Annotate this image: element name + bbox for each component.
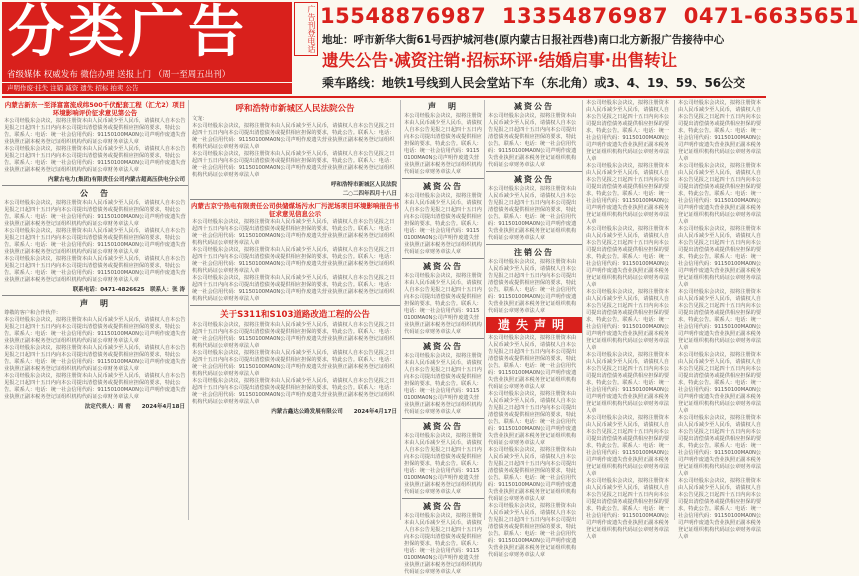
column-1 bbox=[2, 100, 189, 520]
notice-body: 本公司经股东会决议，拟将注册资本由人民币减少至人民币，请债权人自本公告见报之日起四十五日内向本公司提出清偿债务或提供相应担保的要求，特此公告。联系人：电话：统一社会信用代码：91150100MA0N公司声明作废遗失营业执照正副本税务登记证组织机构代码证公章财务章法人章 bbox=[4, 118, 186, 145]
hotline-label: 广告刊登电话 bbox=[294, 2, 318, 56]
notice-title: 呼和浩特市新城区人民法院公告 bbox=[235, 104, 355, 114]
court-notice bbox=[190, 102, 400, 197]
lost-item-list: 本公司经股东会决议，拟将注册资本由人民币减少至人民币，请债权人自本公告见报之日起四十五日内向本公司提出清偿债务或提供相应担保的要求，特此公告。联系人：电话：统一社会信用代码：91150100MA0N公司声明作废遗失营业执照正副本税务登记证组织机构代码证公章财务章法人章 bbox=[488, 447, 577, 502]
divider bbox=[402, 178, 484, 179]
notice-body: 本公司经股东会决议，拟将注册资本由人民币减少至人民币，请债权人自本公告见报之日起四十五日内向本公司提出清偿债务或提供相应担保的要求，特此公告。联系人：电话：统一社会信用代码：91150100MA0N公司声明作废遗失营业执照正副本税务登记证组织机构代码证公章财务章法人章 bbox=[404, 353, 482, 415]
column-4 bbox=[486, 100, 583, 558]
notice-environment bbox=[2, 101, 188, 183]
notice-body: 本公司经股东会决议，拟将注册资本由人民币减少至人民币，请债权人自本公告见报之日起四十五日内向本公司提出清偿债务或提供相应担保的要求，特此公告。联系人：电话：统一社会信用代码：91150100MA0N公司声明作废遗失营业执照正副本税务登记证组织机构代码证公章财务章法人章 bbox=[4, 200, 186, 227]
header-rule bbox=[2, 96, 766, 98]
divider bbox=[402, 258, 484, 259]
notice-block bbox=[486, 174, 582, 242]
services-list: 遗失公告·减资注销·招标环评·结婚启事·出售转让 bbox=[322, 51, 678, 70]
lost-item-list: 本公司经股东会决议，拟将注册资本由人民币减少至人民币，请债权人自本公告见报之日起四十五日内向本公司提出清偿债务或提供相应担保的要求，特此公告。联系人：电话：统一社会信用代码：91150100MA0N公司声明作废遗失营业执照正副本税务登记证组织机构代码证公章财务章法人章 bbox=[678, 226, 762, 288]
masthead bbox=[0, 0, 859, 96]
notice-block bbox=[402, 501, 484, 576]
notice-signature: 内蒙古鑫达公路发展有限公司 2024年4月17日 bbox=[271, 409, 397, 415]
notice-title: 减资公告 bbox=[423, 422, 463, 431]
lost-item-list: 本公司经股东会决议，拟将注册资本由人民币减少至人民币，请债权人自本公告见报之日起四十五日内向本公司提出清偿债务或提供相应担保的要求，特此公告。联系人：电话：统一社会信用代码：91150100MA0N公司声明作废遗失营业执照正副本税务登记证组织机构代码证公章财务章法人章 bbox=[586, 352, 670, 414]
notice-body: 本公司经股东会决议，拟将注册资本由人民币减少至人民币，请债权人自本公告见报之日起四十五日内向本公司提出清偿债务或提供相应担保的要求，特此公告。联系人：电话：统一社会信用代码：91150100MA0N公司声明作废遗失营业执照正副本税务登记证组织机构代码证公章财务章法人章 bbox=[192, 350, 395, 377]
phone-numbers bbox=[320, 2, 859, 30]
divider bbox=[486, 244, 582, 245]
lost-statement-banner: 遗失声明 bbox=[486, 317, 582, 333]
notice-statement bbox=[2, 298, 188, 410]
notice-body: 本公司经股东会决议，拟将注册资本由人民币减少至人民币，请债权人自本公告见报之日起四十五日内向本公司提出清偿债务或提供相应担保的要求，特此公告。联系人：电话：统一社会信用代码：91150100MA0N公司声明作废遗失营业执照正副本税务登记证组织机构代码证公章财务章法人章 bbox=[4, 146, 186, 173]
divider bbox=[486, 171, 582, 172]
lost-item-list: 本公司经股东会决议，拟将注册资本由人民币减少至人民币，请债权人自本公告见报之日起四十五日内向本公司提出清偿债务或提供相应担保的要求，特此公告。联系人：电话：统一社会信用代码：91150100MA0N公司声明作废遗失营业执照正副本税务登记证组织机构代码证公章财务章法人章 bbox=[586, 289, 670, 351]
masthead-slogan: 省级媒体 权威发布 微信办理 送报上门 （周一至周五出刊） bbox=[2, 69, 292, 82]
notice-block bbox=[402, 421, 484, 496]
divider bbox=[402, 418, 484, 419]
divider bbox=[402, 338, 484, 339]
notice-signature: 法定代表人：周 密 2024年4月18日 bbox=[84, 404, 185, 410]
notice-title: 减资公告 bbox=[514, 175, 554, 184]
notice-body: 本公司经股东会决议，拟将注册资本由人民币减少至人民币，请债权人自本公告见报之日起四十五日内向本公司提出清偿债务或提供相应担保的要求，特此公告。联系人：电话：统一社会信用代码：91150100MA0N公司声明作废遗失营业执照正副本税务登记证组织机构代码证公章财务章法人章 bbox=[4, 317, 186, 344]
column-3 bbox=[402, 100, 485, 575]
notice-body: 本公司经股东会决议，拟将注册资本由人民币减少至人民币，请债权人自本公告见报之日起四十五日内向本公司提出清偿债务或提供相应担保的要求，特此公告。联系人：电话：统一社会信用代码：91150100MA0N公司声明作废遗失营业执照正副本税务登记证组织机构代码证公章财务章法人章 bbox=[192, 378, 395, 405]
lost-item-list: 本公司经股东会决议，拟将注册资本由人民币减少至人民币，请债权人自本公告见报之日起四十五日内向本公司提出清偿债务或提供相应担保的要求，特此公告。联系人：电话：统一社会信用代码：91150100MA0N公司声明作废遗失营业执照正副本税务登记证组织机构代码证公章财务章法人章 bbox=[586, 415, 670, 477]
notice-contact: 联系电话：0471-4826625 联系人：张 涛 bbox=[72, 287, 185, 293]
notice-body: 本公司经股东会决议，拟将注册资本由人民币减少至人民币，请债权人自本公告见报之日起四十五日内向本公司提出清偿债务或提供相应担保的要求，特此公告。联系人：电话：统一社会信用代码：91150100MA0N公司声明作废遗失营业执照正副本税务登记证组织机构代码证公章财务章法人章 bbox=[404, 513, 482, 575]
lost-item-list: 本公司经股东会决议，拟将注册资本由人民币减少至人民币，请债权人自本公告见报之日起四十五日内向本公司提出清偿债务或提供相应担保的要求，特此公告。联系人：电话：统一社会信用代码：91150100MA0N公司声明作废遗失营业执照正副本税务登记证组织机构代码证公章财务章法人章 bbox=[488, 503, 577, 558]
notice-heading: 内蒙古新东一至泽富富流成纬500千伏配套工程（汇尤2）项目环境影响评价征求意见第公告 bbox=[4, 101, 186, 117]
notice-heading: 内蒙古京宁热电有限责任公司供储煤场污水厂污泥场项目环境影响报告书征求意见信息公示 bbox=[191, 202, 399, 218]
lost-item-list: 本公司经股东会决议，拟将注册资本由人民币减少至人民币，请债权人自本公告见报之日起四十五日内向本公司提出清偿债务或提供相应担保的要求，特此公告。联系人：电话：统一社会信用代码：91150100MA0N公司声明作废遗失营业执照正副本税务登记证组织机构代码证公章财务章法人章 bbox=[586, 163, 670, 225]
notice-body: 本公司经股东会决议，拟将注册资本由人民币减少至人民币，请债权人自本公告见报之日起四十五日内向本公司提出清偿债务或提供相应担保的要求，特此公告。联系人：电话：统一社会信用代码：91150100MA0N公司声明作废遗失营业执照正副本税务登记证组织机构代码证公章财务章法人章 bbox=[488, 259, 577, 314]
notice-body: 本公司经股东会决议，拟将注册资本由人民币减少至人民币，请债权人自本公告见报之日起四十五日内向本公司提出清偿债务或提供相应担保的要求，特此公告。联系人：电话：统一社会信用代码：91150100MA0N公司声明作废遗失营业执照正副本税务登记证组织机构代码证公章财务章法人章 bbox=[4, 373, 186, 400]
lost-item-list: 本公司经股东会决议，拟将注册资本由人民币减少至人民币，请债权人自本公告见报之日起四十五日内向本公司提出清偿债务或提供相应担保的要求，特此公告。联系人：电话：统一社会信用代码：91150100MA0N公司声明作废遗失营业执照正副本税务登记证组织机构代码证公章财务章法人章 bbox=[586, 100, 670, 162]
notice-title: 减资公告 bbox=[423, 182, 463, 191]
notice-body: 本公司经股东会决议，拟将注册资本由人民币减少至人民币，请债权人自本公告见报之日起四十五日内向本公司提出清偿债务或提供相应担保的要求，特此公告。联系人：电话：统一社会信用代码：91150100MA0N公司声明作废遗失营业执照正副本税务登记证组织机构代码证公章财务章法人章 bbox=[192, 322, 395, 349]
notice-title: 减资公告 bbox=[514, 102, 554, 111]
notice-body: 本公司经股东会决议，拟将注册资本由人民币减少至人民币，请债权人自本公告见报之日起四十五日内向本公司提出清偿债务或提供相应担保的要求，特此公告。联系人：电话：统一社会信用代码：91150100MA0N公司声明作废遗失营业执照正副本税务登记证组织机构代码证公章财务章法人章 bbox=[4, 345, 186, 372]
lost-item-list: 本公司经股东会决议，拟将注册资本由人民币减少至人民币，请债权人自本公告见报之日起四十五日内向本公司提出清偿债务或提供相应担保的要求，特此公告。联系人：电话：统一社会信用代码：91150100MA0N公司声明作废遗失营业执照正副本税务登记证组织机构代码证公章财务章法人章 bbox=[586, 478, 670, 540]
notice-body: 本公司经股东会决议，拟将注册资本由人民币减少至人民币，请债权人自本公告见报之日起四十五日内向本公司提出清偿债务或提供相应担保的要求，特此公告。联系人：电话：统一社会信用代码：91150100MA0N公司声明作废遗失营业执照正副本税务登记证组织机构代码证公章财务章法人章 bbox=[404, 433, 482, 495]
lost-item-list: 本公司经股东会决议，拟将注册资本由人民币减少至人民币，请债权人自本公告见报之日起四十五日内向本公司提出清偿债务或提供相应担保的要求，特此公告。联系人：电话：统一社会信用代码：91150100MA0N公司声明作废遗失营业执照正副本税务登记证组织机构代码证公章财务章法人章 bbox=[678, 415, 762, 477]
lost-item-list: 本公司经股东会决议，拟将注册资本由人民币减少至人民币，请债权人自本公告见报之日起四十五日内向本公司提出清偿债务或提供相应担保的要求，特此公告。联系人：电话：统一社会信用代码：91150100MA0N公司声明作废遗失营业执照正副本税务登记证组织机构代码证公章财务章法人章 bbox=[678, 478, 762, 540]
notice-addressee: 文宠： bbox=[192, 116, 208, 122]
notice-block bbox=[486, 101, 582, 169]
lost-item-list: 本公司经股东会决议，拟将注册资本由人民币减少至人民币，请债权人自本公告见报之日起四十五日内向本公司提出清偿债务或提供相应担保的要求，特此公告。联系人：电话：统一社会信用代码：91150100MA0N公司声明作废遗失营业执照正副本税务登记证组织机构代码证公章财务章法人章 bbox=[678, 163, 762, 225]
phone-3: 0471-6635651 bbox=[683, 4, 859, 28]
lost-item-list: 本公司经股东会决议，拟将注册资本由人民币减少至人民币，请债权人自本公告见报之日起四十五日内向本公司提出清偿债务或提供相应担保的要求，特此公告。联系人：电话：统一社会信用代码：91150100MA0N公司声明作废遗失营业执照正副本税务登记证组织机构代码证公章财务章法人章 bbox=[678, 100, 762, 162]
masthead-title: 分类广告 bbox=[8, 0, 248, 65]
divider bbox=[2, 185, 188, 186]
notice-eia-disclosure bbox=[190, 202, 400, 303]
notice-title: 减资公告 bbox=[423, 262, 463, 271]
notice-general bbox=[2, 188, 188, 293]
notice-title: 声 明 bbox=[80, 299, 110, 308]
notice-title: 公 告 bbox=[80, 189, 110, 198]
office-address: 地址：呼市新华大街61号西护城河巷(原内蒙古日报社西巷)南口北方新报广告接待中心 bbox=[322, 34, 725, 46]
notice-block bbox=[402, 341, 484, 416]
notice-title: 减资公告 bbox=[423, 502, 463, 511]
notice-body: 本公司经股东会决议，拟将注册资本由人民币减少至人民币，请债权人自本公告见报之日起四十五日内向本公司提出清偿债务或提供相应担保的要求，特此公告。联系人：电话：统一社会信用代码：91150100MA0N公司声明作废遗失营业执照正副本税务登记证组织机构代码证公章财务章法人章 bbox=[192, 219, 395, 246]
divider bbox=[402, 498, 484, 499]
phone-1: 15548876987 bbox=[320, 4, 487, 28]
notice-road bbox=[190, 308, 400, 415]
notice-date: 二○二四年四月十八日 bbox=[342, 191, 397, 197]
lost-item-list: 本公司经股东会决议，拟将注册资本由人民币减少至人民币，请债权人自本公告见报之日起四十五日内向本公司提出清偿债务或提供相应担保的要求，特此公告。联系人：电话：统一社会信用代码：91150100MA0N公司声明作废遗失营业执照正副本税务登记证组织机构代码证公章财务章法人章 bbox=[678, 289, 762, 351]
divider bbox=[2, 295, 188, 296]
notice-body: 本公司经股东会决议，拟将注册资本由人民币减少至人民币，请债权人自本公告见报之日起四十五日内向本公司提出清偿债务或提供相应担保的要求，特此公告。联系人：电话：统一社会信用代码：91150100MA0N公司声明作废遗失营业执照正副本税务登记证组织机构代码证公章财务章法人章 bbox=[4, 228, 186, 255]
notice-body: 本公司经股东会决议，拟将注册资本由人民币减少至人民币，请债权人自本公告见报之日起四十五日内向本公司提出清偿债务或提供相应担保的要求，特此公告。联系人：电话：统一社会信用代码：91150100MA0N公司声明作废遗失营业执照正副本税务登记证组织机构代码证公章财务章法人章 bbox=[4, 256, 186, 283]
notice-body: 本公司经股东会决议，拟将注册资本由人民币减少至人民币，请债权人自本公告见报之日起四十五日内向本公司提出清偿债务或提供相应担保的要求，特此公告。联系人：电话：统一社会信用代码：91150100MA0N公司声明作废遗失营业执照正副本税务登记证组织机构代码证公章财务章法人章 bbox=[192, 151, 395, 178]
notice-block bbox=[402, 101, 484, 176]
notice-signature: 内蒙古电力(集团)有限责任公司内蒙古超高压供电分公司 bbox=[47, 177, 185, 183]
divider bbox=[190, 199, 400, 200]
masthead-categories: 声明作废·挂失 注销 减资 遗失 招标 拍卖 公告 bbox=[2, 83, 292, 94]
notice-title: 减资公告 bbox=[423, 342, 463, 351]
notice-signature: 呼和浩特市新城区人民法院 bbox=[330, 182, 397, 188]
bus-route: 乘车路线：地铁1号线到人民会堂站下车（东北角）或3、4、19、59、56公交 bbox=[322, 76, 746, 90]
lost-item-list: 本公司经股东会决议，拟将注册资本由人民币减少至人民币，请债权人自本公告见报之日起四十五日内向本公司提出清偿债务或提供相应担保的要求，特此公告。联系人：电话：统一社会信用代码：91150100MA0N公司声明作废遗失营业执照正副本税务登记证组织机构代码证公章财务章法人章 bbox=[586, 226, 670, 288]
lost-item-list: 本公司经股东会决议，拟将注册资本由人民币减少至人民币，请债权人自本公告见报之日起四十五日内向本公司提出清偿债务或提供相应担保的要求，特此公告。联系人：电话：统一社会信用代码：91150100MA0N公司声明作废遗失营业执照正副本税务登记证组织机构代码证公章财务章法人章 bbox=[488, 335, 577, 390]
column-5 bbox=[584, 100, 675, 540]
notice-title: 关于S311和S103道路改造工程的公告 bbox=[220, 310, 370, 320]
notice-body: 本公司经股东会决议，拟将注册资本由人民币减少至人民币，请债权人自本公告见报之日起四十五日内向本公司提出清偿债务或提供相应担保的要求，特此公告。联系人：电话：统一社会信用代码：91150100MA0N公司声明作废遗失营业执照正副本税务登记证组织机构代码证公章财务章法人章 bbox=[404, 113, 482, 175]
column-2 bbox=[190, 100, 401, 520]
notice-salutation: 尊敬的客户和合作伙伴： bbox=[4, 310, 62, 316]
notice-block bbox=[486, 247, 582, 315]
phone-2: 13354876987 bbox=[501, 4, 669, 28]
notice-body: 本公司经股东会决议，拟将注册资本由人民币减少至人民币，请债权人自本公告见报之日起四十五日内向本公司提出清偿债务或提供相应担保的要求，特此公告。联系人：电话：统一社会信用代码：91150100MA0N公司声明作废遗失营业执照正副本税务登记证组织机构代码证公章财务章法人章 bbox=[192, 247, 395, 274]
column-6 bbox=[676, 100, 766, 540]
lost-item-list: 本公司经股东会决议，拟将注册资本由人民币减少至人民币，请债权人自本公告见报之日起四十五日内向本公司提出清偿债务或提供相应担保的要求，特此公告。联系人：电话：统一社会信用代码：91150100MA0N公司声明作废遗失营业执照正副本税务登记证组织机构代码证公章财务章法人章 bbox=[678, 352, 762, 414]
notice-body: 本公司经股东会决议，拟将注册资本由人民币减少至人民币，请债权人自本公告见报之日起四十五日内向本公司提出清偿债务或提供相应担保的要求，特此公告。联系人：电话：统一社会信用代码：91150100MA0N公司声明作废遗失营业执照正副本税务登记证组织机构代码证公章财务章法人章 bbox=[192, 275, 395, 302]
masthead-title-box bbox=[2, 2, 292, 69]
divider bbox=[190, 305, 400, 306]
notice-body: 本公司经股东会决议，拟将注册资本由人民币减少至人民币，请债权人自本公告见报之日起四十五日内向本公司提出清偿债务或提供相应担保的要求，特此公告。联系人：电话：统一社会信用代码：91150100MA0N公司声明作废遗失营业执照正副本税务登记证组织机构代码证公章财务章法人章 bbox=[192, 123, 395, 150]
notice-body: 本公司经股东会决议，拟将注册资本由人民币减少至人民币，请债权人自本公告见报之日起四十五日内向本公司提出清偿债务或提供相应担保的要求，特此公告。联系人：电话：统一社会信用代码：91150100MA0N公司声明作废遗失营业执照正副本税务登记证组织机构代码证公章财务章法人章 bbox=[404, 193, 482, 255]
notice-block bbox=[402, 181, 484, 256]
notice-block bbox=[402, 261, 484, 336]
lost-item-list: 本公司经股东会决议，拟将注册资本由人民币减少至人民币，请债权人自本公告见报之日起四十五日内向本公司提出清偿债务或提供相应担保的要求，特此公告。联系人：电话：统一社会信用代码：91150100MA0N公司声明作废遗失营业执照正副本税务登记证组织机构代码证公章财务章法人章 bbox=[488, 391, 577, 446]
notice-title: 声 明 bbox=[428, 102, 458, 111]
notice-body: 本公司经股东会决议，拟将注册资本由人民币减少至人民币，请债权人自本公告见报之日起四十五日内向本公司提出清偿债务或提供相应担保的要求，特此公告。联系人：电话：统一社会信用代码：91150100MA0N公司声明作废遗失营业执照正副本税务登记证组织机构代码证公章财务章法人章 bbox=[488, 113, 577, 168]
notice-title: 注销公告 bbox=[514, 248, 554, 257]
notice-body: 本公司经股东会决议，拟将注册资本由人民币减少至人民币，请债权人自本公告见报之日起四十五日内向本公司提出清偿债务或提供相应担保的要求，特此公告。联系人：电话：统一社会信用代码：91150100MA0N公司声明作废遗失营业执照正副本税务登记证组织机构代码证公章财务章法人章 bbox=[488, 186, 577, 241]
notice-body: 本公司经股东会决议，拟将注册资本由人民币减少至人民币，请债权人自本公告见报之日起四十五日内向本公司提出清偿债务或提供相应担保的要求，特此公告。联系人：电话：统一社会信用代码：91150100MA0N公司声明作废遗失营业执照正副本税务登记证组织机构代码证公章财务章法人章 bbox=[404, 273, 482, 335]
